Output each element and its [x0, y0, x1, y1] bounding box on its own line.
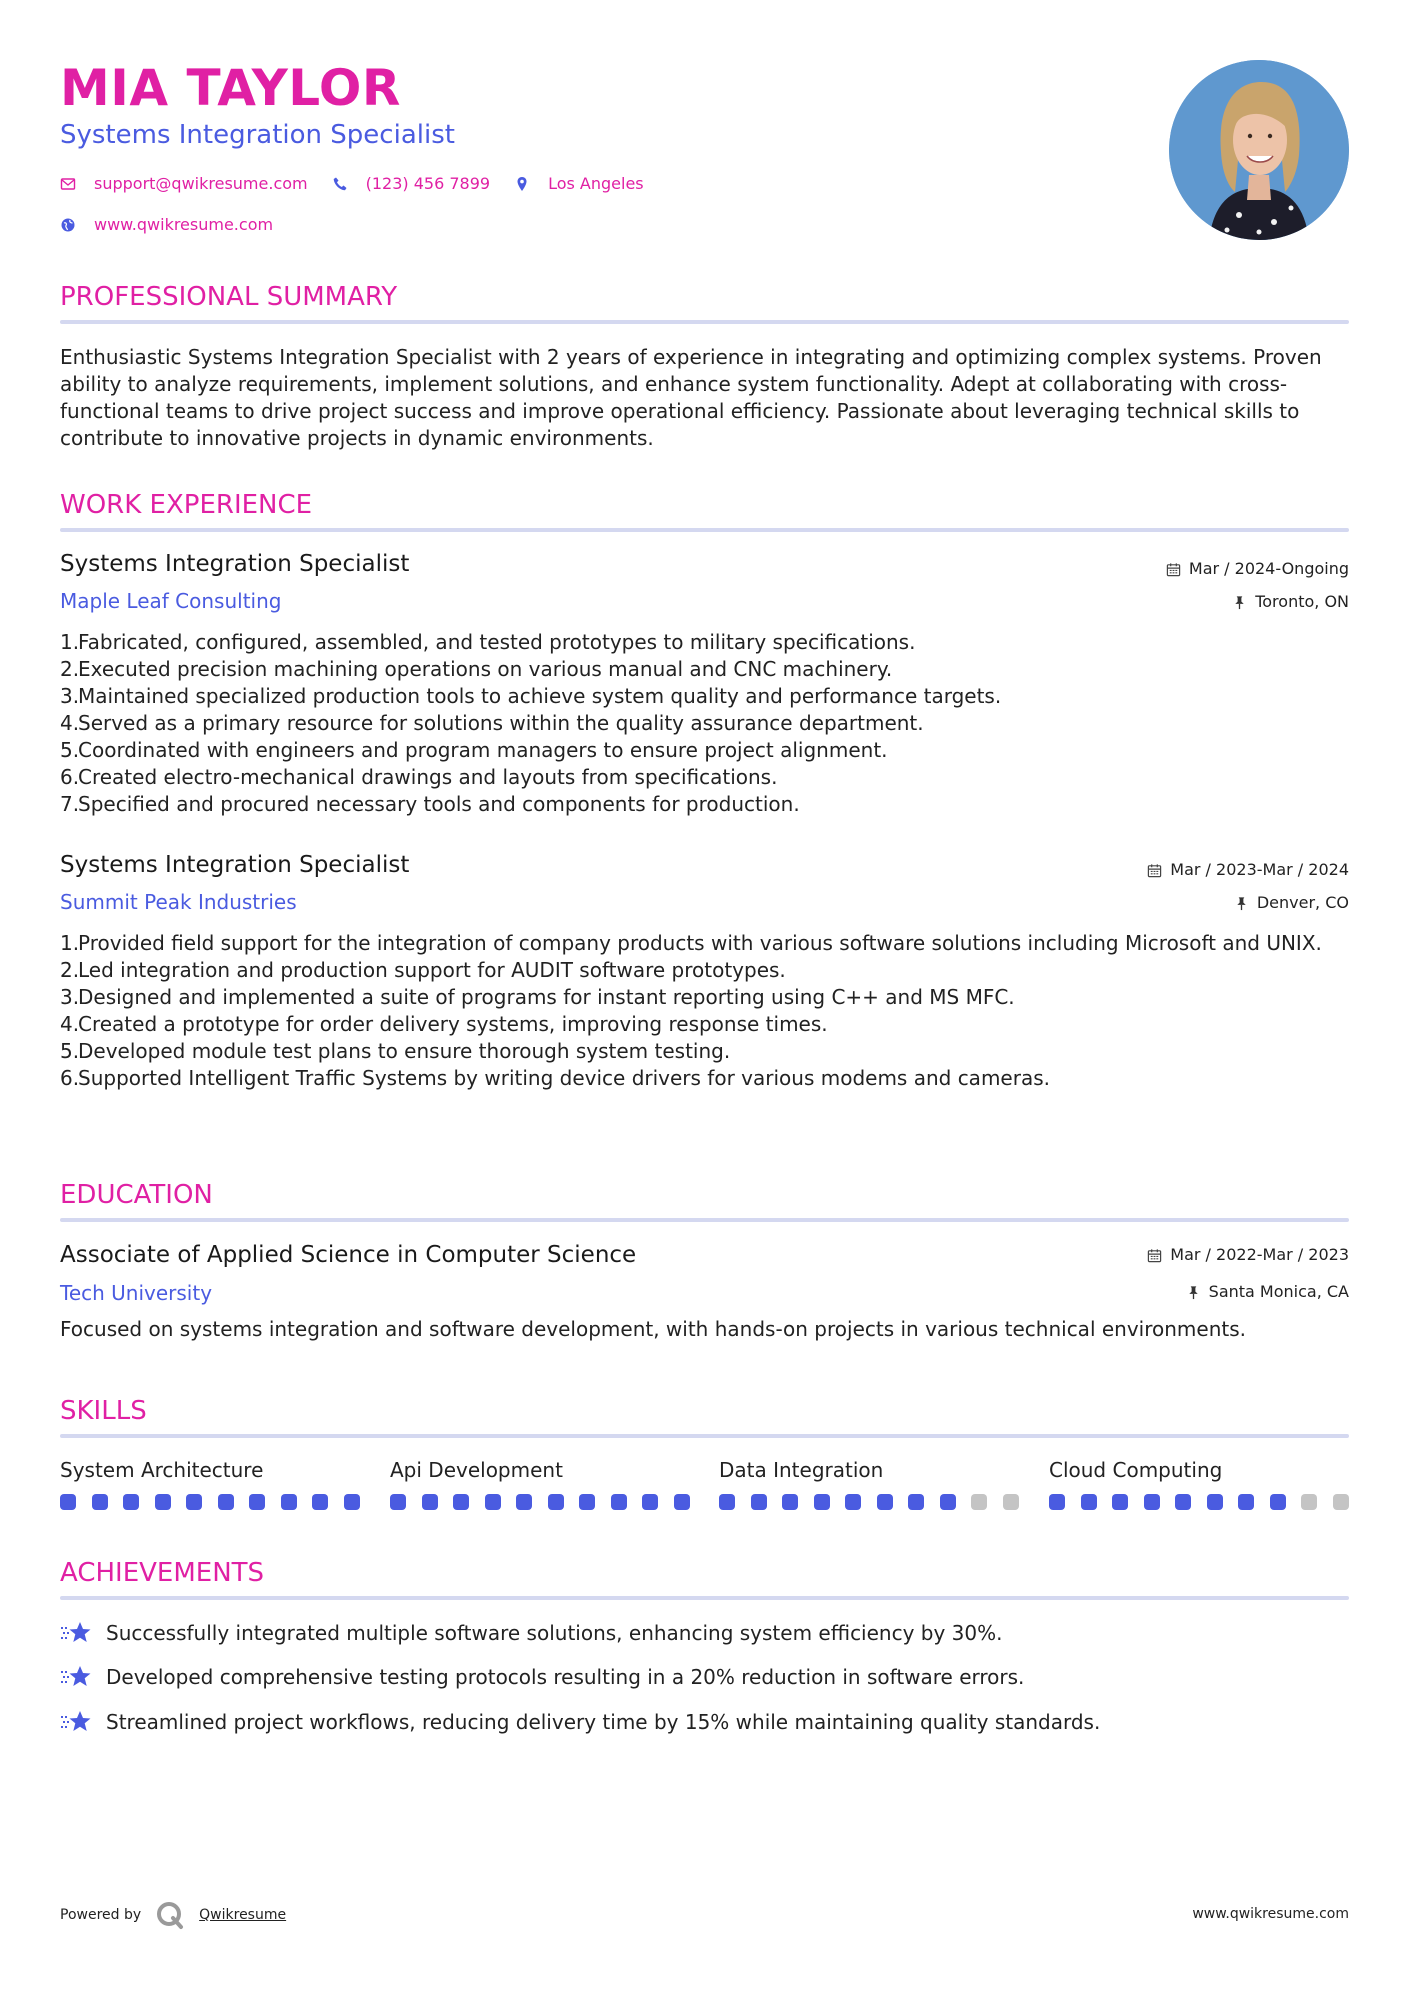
calendar-icon — [1147, 1248, 1162, 1263]
skill-dot-empty — [1333, 1494, 1349, 1510]
section-divider — [60, 1434, 1349, 1438]
section-divider — [60, 320, 1349, 324]
candidate-role: Systems Integration Specialist — [60, 120, 455, 150]
skill-dot-filled — [390, 1494, 406, 1510]
skill-dot-filled — [611, 1494, 627, 1510]
education-location-text: Santa Monica, CA — [1208, 1282, 1349, 1301]
company-name: Maple Leaf Consulting — [60, 589, 282, 613]
skill-dot-filled — [548, 1494, 564, 1510]
skill-dot-filled — [642, 1494, 658, 1510]
job-location-text: Denver, CO — [1256, 893, 1349, 912]
education-location — [1186, 1281, 1349, 1303]
degree-title: Associate of Applied Science in Computer Science — [60, 1242, 637, 1268]
profile-photo — [1169, 60, 1349, 240]
skill-dot-filled — [940, 1494, 956, 1510]
achievement-item — [60, 1619, 1002, 1647]
skill-dot-filled — [218, 1494, 234, 1510]
skill-item — [1049, 1456, 1349, 1484]
contact-phone[interactable] — [332, 173, 490, 195]
list-item: 3. Maintained specialized production tools to achieve system quality and performance targets. — [60, 684, 1002, 708]
education-date-text: Mar / 2022-Mar / 2023 — [1170, 1245, 1349, 1264]
job-location-text: Toronto, ON — [1255, 592, 1349, 611]
skill-dot-filled — [877, 1494, 893, 1510]
skill-rating — [60, 1494, 360, 1510]
skill-name: Api Development — [390, 1458, 563, 1482]
calendar-icon — [1147, 863, 1162, 878]
section-title-achievements: ACHIEVEMENTS — [60, 1558, 265, 1588]
qwikresume-logo-icon — [155, 1900, 185, 1930]
phone-text: (123) 456 7899 — [365, 174, 491, 193]
shooting-star-icon — [60, 1663, 92, 1691]
job-duties-list — [60, 629, 1350, 818]
list-item: 4. Created a prototype for order delivery systems, improving response times. — [60, 1012, 828, 1036]
education-description: Focused on systems integration and software development, with hands-on projects in various technical environments. — [60, 1317, 1247, 1341]
skill-name: System Architecture — [60, 1458, 264, 1482]
skill-dot-filled — [249, 1494, 265, 1510]
education-date — [1147, 1244, 1349, 1266]
skill-dot-filled — [908, 1494, 924, 1510]
skill-dot-filled — [814, 1494, 830, 1510]
shooting-star-icon — [60, 1619, 92, 1647]
skill-dot-filled — [92, 1494, 108, 1510]
summary-text: Enthusiastic Systems Integration Specialist with 2 years of experience in integrating and optimizing complex systems. Proven ability to analyze requirements, implement solutions, and enhance system functionality. Adept at collaborating with cross-functional teams to drive project success and improve operational efficiency. Passionate about leveraging technical skills to contribute to innovative projects in dynamic environments. — [60, 345, 1322, 450]
list-item: 5. Developed module test plans to ensure thorough system testing. — [60, 1039, 731, 1063]
achievement-item — [60, 1708, 1100, 1736]
skill-dot-empty — [1003, 1494, 1019, 1510]
skill-dot-filled — [485, 1494, 501, 1510]
list-item: 6. Supported Intelligent Traffic Systems by writing device drivers for various modems and cameras. — [60, 1066, 1050, 1090]
skill-dot-filled — [516, 1494, 532, 1510]
skill-dot-filled — [1238, 1494, 1254, 1510]
phone-icon — [332, 176, 348, 192]
brand-link[interactable]: Qwikresume — [199, 1907, 287, 1923]
section-title-education: EDUCATION — [60, 1180, 213, 1210]
skill-item — [390, 1456, 690, 1484]
map-pin-icon — [514, 176, 530, 192]
list-item: 1. Fabricated, configured, assembled, and tested prototypes to military specifications. — [60, 630, 916, 654]
skill-dot-filled — [281, 1494, 297, 1510]
skill-dot-filled — [845, 1494, 861, 1510]
job-location — [1234, 892, 1349, 914]
job-date — [1147, 859, 1349, 881]
skill-dot-empty — [1301, 1494, 1317, 1510]
skill-dot-filled — [579, 1494, 595, 1510]
section-divider — [60, 1596, 1349, 1600]
skill-name: Data Integration — [719, 1458, 884, 1482]
skill-dot-filled — [453, 1494, 469, 1510]
section-title-skills: SKILLS — [60, 1396, 147, 1426]
skill-dot-filled — [1175, 1494, 1191, 1510]
job-duties-list — [60, 930, 1350, 1092]
skill-dot-filled — [782, 1494, 798, 1510]
job-title: Systems Integration Specialist — [60, 852, 410, 878]
skill-rating — [719, 1494, 1019, 1510]
location-text: Los Angeles — [548, 174, 644, 193]
skill-dot-filled — [674, 1494, 690, 1510]
list-item: 5. Coordinated with engineers and program managers to ensure project alignment. — [60, 738, 888, 762]
skill-dot-filled — [1081, 1494, 1097, 1510]
section-title-experience: WORK EXPERIENCE — [60, 490, 313, 520]
job-date-text: Mar / 2024-Ongoing — [1188, 559, 1349, 578]
calendar-icon — [1166, 562, 1181, 577]
achievement-item — [60, 1663, 1024, 1691]
skill-dot-filled — [1049, 1494, 1065, 1510]
globe-icon — [60, 217, 76, 233]
job-date-text: Mar / 2023-Mar / 2024 — [1170, 860, 1349, 879]
skill-dot-filled — [344, 1494, 360, 1510]
skill-dot-filled — [751, 1494, 767, 1510]
footer-powered-by — [60, 1900, 286, 1930]
skill-dot-filled — [1112, 1494, 1128, 1510]
list-item: 2. Led integration and production support for AUDIT software prototypes. — [60, 958, 786, 982]
pushpin-icon — [1232, 595, 1247, 610]
skill-rating — [390, 1494, 690, 1510]
skill-dot-filled — [186, 1494, 202, 1510]
candidate-name: MIA TAYLOR — [60, 59, 401, 117]
pushpin-icon — [1186, 1285, 1201, 1300]
job-location — [1232, 591, 1349, 613]
skill-item — [60, 1456, 360, 1484]
skill-rating — [1049, 1494, 1349, 1510]
contact-location — [514, 173, 644, 195]
shooting-star-icon — [60, 1708, 92, 1736]
school-name: Tech University — [60, 1281, 213, 1305]
contact-email[interactable] — [60, 173, 308, 195]
list-item: 4. Served as a primary resource for solutions within the quality assurance department. — [60, 711, 924, 735]
pushpin-icon — [1234, 896, 1249, 911]
skill-name: Cloud Computing — [1049, 1458, 1223, 1482]
job-title: Systems Integration Specialist — [60, 551, 410, 577]
skill-dot-filled — [422, 1494, 438, 1510]
skill-dot-filled — [1144, 1494, 1160, 1510]
footer-website-link[interactable]: www.qwikresume.com — [1192, 1906, 1349, 1922]
list-item: 7. Specified and procured necessary tools and components for production. — [60, 792, 800, 816]
skill-dot-filled — [123, 1494, 139, 1510]
achievement-text: Successfully integrated multiple software solutions, enhancing system efficiency by 30%. — [106, 1621, 1003, 1645]
list-item: 6. Created electro-mechanical drawings and layouts from specifications. — [60, 765, 778, 789]
skill-dot-filled — [312, 1494, 328, 1510]
list-item: 3. Designed and implemented a suite of programs for instant reporting using C++ and MS MFC. — [60, 985, 1015, 1009]
section-title-summary: PROFESSIONAL SUMMARY — [60, 282, 398, 312]
email-text: support@qwikresume.com — [94, 174, 308, 193]
envelope-icon — [60, 176, 76, 192]
skill-dot-filled — [1270, 1494, 1286, 1510]
section-divider — [60, 528, 1349, 532]
list-item: 2. Executed precision machining operations on various manual and CNC machinery. — [60, 657, 893, 681]
skill-dot-filled — [155, 1494, 171, 1510]
skill-item — [719, 1456, 1019, 1484]
job-date — [1166, 558, 1349, 580]
section-divider — [60, 1218, 1349, 1222]
achievement-text: Developed comprehensive testing protocols resulting in a 20% reduction in software errors. — [106, 1665, 1025, 1689]
skill-dot-filled — [1207, 1494, 1223, 1510]
powered-by-label: Powered by — [60, 1907, 142, 1923]
company-name: Summit Peak Industries — [60, 890, 297, 914]
website-text: www.qwikresume.com — [94, 215, 274, 234]
contact-website[interactable] — [60, 214, 297, 236]
achievement-text: Streamlined project workflows, reducing delivery time by 15% while maintaining quality standards. — [106, 1710, 1101, 1734]
skill-dot-empty — [971, 1494, 987, 1510]
contact-row — [60, 173, 668, 195]
list-item: 1. Provided field support for the integration of company products with various software solutions including Microsoft and UNIX. — [60, 931, 1322, 955]
skill-dot-filled — [60, 1494, 76, 1510]
skill-dot-filled — [719, 1494, 735, 1510]
